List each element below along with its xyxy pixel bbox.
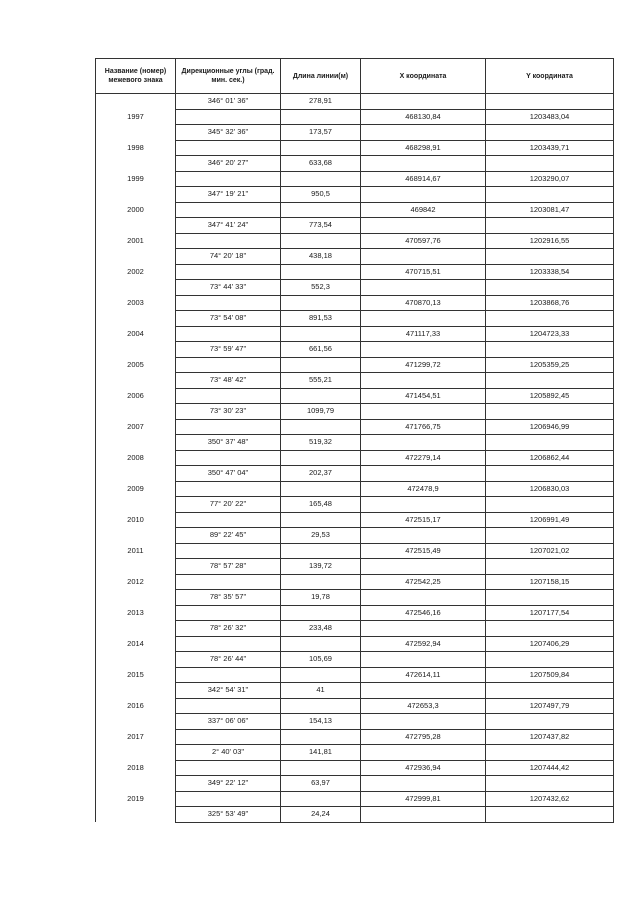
- direction-angle-cell: 78° 57' 28": [176, 559, 281, 575]
- line-length-cell: [281, 512, 361, 528]
- direction-angle-cell: 2° 40' 03": [176, 745, 281, 761]
- segment-row: [96, 621, 614, 637]
- y-coordinate-cell: 1207444,42: [486, 760, 614, 776]
- x-coordinate-cell: 471117,33: [361, 326, 486, 342]
- point-name-cell: [96, 404, 176, 420]
- y-coordinate-cell: 1206862,44: [486, 450, 614, 466]
- direction-angle-cell: 349° 22' 12": [176, 776, 281, 792]
- point-name-cell: 2003: [96, 295, 176, 311]
- y-coordinate-cell: 1203439,71: [486, 140, 614, 156]
- x-coordinate-cell: 472478,9: [361, 481, 486, 497]
- x-coordinate-cell: 471299,72: [361, 357, 486, 373]
- point-name-cell: [96, 652, 176, 668]
- line-length-cell: [281, 450, 361, 466]
- y-coordinate-cell: 1207497,79: [486, 698, 614, 714]
- direction-angle-cell: 73° 59' 47": [176, 342, 281, 358]
- x-coordinate-cell: 468914,67: [361, 171, 486, 187]
- line-length-cell: 278,91: [281, 94, 361, 110]
- line-length-cell: 141,81: [281, 745, 361, 761]
- line-length-cell: [281, 326, 361, 342]
- x-coordinate-cell: 472653,3: [361, 698, 486, 714]
- header-row: [96, 59, 614, 94]
- line-length-cell: 105,69: [281, 652, 361, 668]
- direction-angle-cell: [176, 543, 281, 559]
- x-coordinate-cell: 472795,28: [361, 729, 486, 745]
- x-coordinate-cell: [361, 683, 486, 699]
- point-row: [96, 419, 614, 435]
- direction-angle-cell: [176, 636, 281, 652]
- direction-angle-cell: [176, 388, 281, 404]
- x-coordinate-cell: [361, 807, 486, 823]
- line-length-cell: [281, 233, 361, 249]
- point-name-cell: [96, 466, 176, 482]
- point-name-cell: [96, 280, 176, 296]
- y-coordinate-cell: [486, 435, 614, 451]
- y-coordinate-cell: 1206946,99: [486, 419, 614, 435]
- line-length-cell: [281, 791, 361, 807]
- x-coordinate-cell: 468130,84: [361, 109, 486, 125]
- line-length-cell: 165,48: [281, 497, 361, 513]
- point-row: [96, 109, 614, 125]
- direction-angle-cell: 89° 22' 45": [176, 528, 281, 544]
- line-length-cell: 773,54: [281, 218, 361, 234]
- line-length-cell: [281, 481, 361, 497]
- point-name-cell: 2007: [96, 419, 176, 435]
- y-coordinate-cell: 1204723,33: [486, 326, 614, 342]
- y-coordinate-cell: [486, 187, 614, 203]
- direction-angle-cell: 350° 37' 48": [176, 435, 281, 451]
- line-length-cell: [281, 729, 361, 745]
- x-coordinate-cell: [361, 218, 486, 234]
- direction-angle-cell: 78° 35' 57": [176, 590, 281, 606]
- y-coordinate-cell: 1207158,15: [486, 574, 614, 590]
- point-name-cell: [96, 125, 176, 141]
- point-name-cell: 1999: [96, 171, 176, 187]
- direction-angle-cell: [176, 698, 281, 714]
- point-name-cell: [96, 683, 176, 699]
- line-length-cell: [281, 636, 361, 652]
- line-length-cell: 438,18: [281, 249, 361, 265]
- segment-row: [96, 218, 614, 234]
- point-row: [96, 543, 614, 559]
- x-coordinate-cell: 472999,81: [361, 791, 486, 807]
- y-coordinate-cell: 1203338,54: [486, 264, 614, 280]
- point-row: [96, 264, 614, 280]
- y-coordinate-cell: 1203868,76: [486, 295, 614, 311]
- x-coordinate-cell: 472546,16: [361, 605, 486, 621]
- line-length-cell: 891,53: [281, 311, 361, 327]
- y-coordinate-cell: [486, 621, 614, 637]
- point-name-cell: [96, 373, 176, 389]
- direction-angle-cell: [176, 109, 281, 125]
- x-coordinate-cell: [361, 435, 486, 451]
- line-length-cell: [281, 264, 361, 280]
- point-name-cell: 2009: [96, 481, 176, 497]
- direction-angle-cell: 325° 53' 49": [176, 807, 281, 823]
- y-coordinate-cell: [486, 249, 614, 265]
- point-row: [96, 667, 614, 683]
- segment-row: [96, 373, 614, 389]
- x-coordinate-cell: [361, 652, 486, 668]
- direction-angle-cell: [176, 481, 281, 497]
- line-length-cell: 154,13: [281, 714, 361, 730]
- line-length-cell: 29,53: [281, 528, 361, 544]
- y-coordinate-cell: 1203081,47: [486, 202, 614, 218]
- x-coordinate-cell: [361, 528, 486, 544]
- x-coordinate-cell: 472279,14: [361, 450, 486, 466]
- point-row: [96, 295, 614, 311]
- direction-angle-cell: 350° 47' 04": [176, 466, 281, 482]
- x-coordinate-cell: [361, 373, 486, 389]
- line-length-cell: [281, 667, 361, 683]
- x-coordinate-cell: [361, 249, 486, 265]
- y-coordinate-cell: 1206830,03: [486, 481, 614, 497]
- y-coordinate-cell: 1203290,07: [486, 171, 614, 187]
- segment-row: [96, 125, 614, 141]
- line-length-cell: [281, 543, 361, 559]
- segment-row: [96, 807, 614, 823]
- point-name-cell: 1998: [96, 140, 176, 156]
- direction-angle-cell: [176, 450, 281, 466]
- y-coordinate-cell: [486, 714, 614, 730]
- direction-angle-cell: [176, 729, 281, 745]
- x-coordinate-cell: [361, 466, 486, 482]
- point-name-cell: 2019: [96, 791, 176, 807]
- point-row: [96, 729, 614, 745]
- line-length-cell: 519,32: [281, 435, 361, 451]
- line-length-cell: 1099,79: [281, 404, 361, 420]
- x-coordinate-cell: [361, 590, 486, 606]
- point-name-cell: 2000: [96, 202, 176, 218]
- direction-angle-cell: [176, 202, 281, 218]
- point-name-cell: [96, 249, 176, 265]
- point-name-cell: [96, 528, 176, 544]
- direction-angle-cell: 73° 30' 23": [176, 404, 281, 420]
- y-coordinate-cell: [486, 342, 614, 358]
- x-coordinate-cell: 471454,51: [361, 388, 486, 404]
- point-name-cell: [96, 156, 176, 172]
- point-row: [96, 791, 614, 807]
- point-row: [96, 760, 614, 776]
- direction-angle-cell: [176, 233, 281, 249]
- direction-angle-cell: 346° 20' 27": [176, 156, 281, 172]
- x-coordinate-cell: [361, 714, 486, 730]
- point-row: [96, 605, 614, 621]
- point-row: [96, 202, 614, 218]
- point-row: [96, 574, 614, 590]
- point-name-cell: 2004: [96, 326, 176, 342]
- y-coordinate-cell: [486, 497, 614, 513]
- x-coordinate-cell: [361, 156, 486, 172]
- point-name-cell: 2011: [96, 543, 176, 559]
- direction-angle-cell: [176, 574, 281, 590]
- point-row: [96, 636, 614, 652]
- line-length-cell: [281, 295, 361, 311]
- y-coordinate-cell: [486, 125, 614, 141]
- segment-row: [96, 745, 614, 761]
- point-name-cell: [96, 745, 176, 761]
- direction-angle-cell: 74° 20' 18": [176, 249, 281, 265]
- line-length-cell: [281, 574, 361, 590]
- direction-angle-cell: [176, 512, 281, 528]
- y-coordinate-cell: 1205359,25: [486, 357, 614, 373]
- point-row: [96, 388, 614, 404]
- point-name-cell: 2001: [96, 233, 176, 249]
- x-coordinate-cell: 470715,51: [361, 264, 486, 280]
- x-coordinate-cell: 470870,13: [361, 295, 486, 311]
- segment-row: [96, 466, 614, 482]
- segment-row: [96, 249, 614, 265]
- point-name-cell: 2006: [96, 388, 176, 404]
- direction-angle-cell: 78° 26' 32": [176, 621, 281, 637]
- y-coordinate-cell: [486, 528, 614, 544]
- direction-angle-cell: [176, 326, 281, 342]
- y-coordinate-cell: 1207406,29: [486, 636, 614, 652]
- point-name-cell: 1997: [96, 109, 176, 125]
- line-length-cell: 139,72: [281, 559, 361, 575]
- y-coordinate-cell: 1205892,45: [486, 388, 614, 404]
- y-coordinate-cell: [486, 311, 614, 327]
- line-length-cell: [281, 171, 361, 187]
- coordinates-sheet: [95, 58, 613, 838]
- point-name-cell: 2005: [96, 357, 176, 373]
- segment-row: [96, 528, 614, 544]
- line-length-cell: [281, 140, 361, 156]
- x-coordinate-cell: [361, 187, 486, 203]
- direction-angle-cell: [176, 760, 281, 776]
- point-row: [96, 171, 614, 187]
- point-row: [96, 698, 614, 714]
- line-length-cell: [281, 698, 361, 714]
- point-name-cell: 2010: [96, 512, 176, 528]
- y-coordinate-cell: 1207021,02: [486, 543, 614, 559]
- point-name-cell: [96, 435, 176, 451]
- y-coordinate-cell: 1207177,54: [486, 605, 614, 621]
- header-direction-angle: Дирекционные углы (град. мин. сек.): [176, 59, 281, 94]
- line-length-cell: 24,24: [281, 807, 361, 823]
- x-coordinate-cell: 469842: [361, 202, 486, 218]
- direction-angle-cell: 342° 54' 31": [176, 683, 281, 699]
- line-length-cell: 41: [281, 683, 361, 699]
- direction-angle-cell: 345° 32' 36": [176, 125, 281, 141]
- segment-row: [96, 776, 614, 792]
- x-coordinate-cell: [361, 404, 486, 420]
- table-body: [96, 94, 614, 823]
- y-coordinate-cell: [486, 280, 614, 296]
- x-coordinate-cell: [361, 559, 486, 575]
- point-row: [96, 140, 614, 156]
- y-coordinate-cell: [486, 590, 614, 606]
- x-coordinate-cell: 468298,91: [361, 140, 486, 156]
- line-length-cell: 555,21: [281, 373, 361, 389]
- point-name-cell: [96, 714, 176, 730]
- segment-row: [96, 435, 614, 451]
- header-y-coordinate: Y координата: [486, 59, 614, 94]
- point-name-cell: [96, 187, 176, 203]
- direction-angle-cell: 347° 41' 24": [176, 218, 281, 234]
- y-coordinate-cell: [486, 94, 614, 110]
- point-name-cell: 2014: [96, 636, 176, 652]
- point-name-cell: 2008: [96, 450, 176, 466]
- segment-row: [96, 559, 614, 575]
- y-coordinate-cell: [486, 745, 614, 761]
- y-coordinate-cell: [486, 373, 614, 389]
- header-line-length: Длина линии(м): [281, 59, 361, 94]
- x-coordinate-cell: 472614,11: [361, 667, 486, 683]
- y-coordinate-cell: [486, 559, 614, 575]
- direction-angle-cell: [176, 140, 281, 156]
- y-coordinate-cell: [486, 807, 614, 823]
- point-name-cell: [96, 559, 176, 575]
- y-coordinate-cell: [486, 652, 614, 668]
- point-row: [96, 512, 614, 528]
- line-length-cell: 950,5: [281, 187, 361, 203]
- point-name-cell: [96, 621, 176, 637]
- segment-row: [96, 94, 614, 110]
- x-coordinate-cell: 472515,49: [361, 543, 486, 559]
- direction-angle-cell: 337° 06' 06": [176, 714, 281, 730]
- y-coordinate-cell: [486, 683, 614, 699]
- point-name-cell: [96, 311, 176, 327]
- line-length-cell: [281, 605, 361, 621]
- point-row: [96, 357, 614, 373]
- y-coordinate-cell: 1207509,84: [486, 667, 614, 683]
- y-coordinate-cell: [486, 404, 614, 420]
- direction-angle-cell: 346° 01' 36": [176, 94, 281, 110]
- line-length-cell: 19,78: [281, 590, 361, 606]
- direction-angle-cell: [176, 264, 281, 280]
- segment-row: [96, 342, 614, 358]
- point-name-cell: [96, 776, 176, 792]
- x-coordinate-cell: 472936,94: [361, 760, 486, 776]
- segment-row: [96, 311, 614, 327]
- direction-angle-cell: [176, 667, 281, 683]
- header-x-coordinate: X координата: [361, 59, 486, 94]
- direction-angle-cell: 73° 48' 42": [176, 373, 281, 389]
- direction-angle-cell: 73° 44' 33": [176, 280, 281, 296]
- segment-row: [96, 404, 614, 420]
- point-row: [96, 481, 614, 497]
- point-name-cell: [96, 590, 176, 606]
- line-length-cell: 63,97: [281, 776, 361, 792]
- direction-angle-cell: 73° 54' 08": [176, 311, 281, 327]
- point-name-cell: 2002: [96, 264, 176, 280]
- line-length-cell: 661,56: [281, 342, 361, 358]
- point-name-cell: [96, 807, 176, 823]
- point-name-cell: 2013: [96, 605, 176, 621]
- line-length-cell: 173,57: [281, 125, 361, 141]
- direction-angle-cell: 77° 20' 22": [176, 497, 281, 513]
- header-point-name: Название (номер) межевого знака: [96, 59, 176, 94]
- line-length-cell: [281, 202, 361, 218]
- line-length-cell: 633,68: [281, 156, 361, 172]
- point-name-cell: [96, 94, 176, 110]
- line-length-cell: [281, 760, 361, 776]
- y-coordinate-cell: [486, 218, 614, 234]
- direction-angle-cell: [176, 605, 281, 621]
- line-length-cell: [281, 109, 361, 125]
- y-coordinate-cell: [486, 466, 614, 482]
- point-name-cell: [96, 218, 176, 234]
- x-coordinate-cell: [361, 776, 486, 792]
- segment-row: [96, 156, 614, 172]
- y-coordinate-cell: 1207437,82: [486, 729, 614, 745]
- x-coordinate-cell: 470597,76: [361, 233, 486, 249]
- point-name-cell: 2015: [96, 667, 176, 683]
- line-length-cell: 233,48: [281, 621, 361, 637]
- line-length-cell: 202,37: [281, 466, 361, 482]
- segment-row: [96, 187, 614, 203]
- line-length-cell: [281, 419, 361, 435]
- x-coordinate-cell: 472542,25: [361, 574, 486, 590]
- boundary-coordinates-table: [95, 58, 614, 823]
- segment-row: [96, 714, 614, 730]
- point-name-cell: [96, 342, 176, 358]
- y-coordinate-cell: 1202916,55: [486, 233, 614, 249]
- x-coordinate-cell: [361, 497, 486, 513]
- y-coordinate-cell: 1203483,04: [486, 109, 614, 125]
- line-length-cell: [281, 388, 361, 404]
- x-coordinate-cell: 472515,17: [361, 512, 486, 528]
- y-coordinate-cell: [486, 776, 614, 792]
- x-coordinate-cell: 472592,94: [361, 636, 486, 652]
- line-length-cell: 552,3: [281, 280, 361, 296]
- direction-angle-cell: [176, 791, 281, 807]
- direction-angle-cell: 347° 19' 21": [176, 187, 281, 203]
- point-name-cell: 2018: [96, 760, 176, 776]
- y-coordinate-cell: 1206991,49: [486, 512, 614, 528]
- point-name-cell: [96, 497, 176, 513]
- x-coordinate-cell: 471766,75: [361, 419, 486, 435]
- x-coordinate-cell: [361, 94, 486, 110]
- point-row: [96, 326, 614, 342]
- x-coordinate-cell: [361, 745, 486, 761]
- point-row: [96, 450, 614, 466]
- segment-row: [96, 590, 614, 606]
- point-name-cell: 2012: [96, 574, 176, 590]
- segment-row: [96, 280, 614, 296]
- point-name-cell: 2017: [96, 729, 176, 745]
- direction-angle-cell: [176, 419, 281, 435]
- point-row: [96, 233, 614, 249]
- segment-row: [96, 683, 614, 699]
- direction-angle-cell: [176, 171, 281, 187]
- x-coordinate-cell: [361, 125, 486, 141]
- line-length-cell: [281, 357, 361, 373]
- x-coordinate-cell: [361, 342, 486, 358]
- direction-angle-cell: [176, 295, 281, 311]
- x-coordinate-cell: [361, 621, 486, 637]
- y-coordinate-cell: [486, 156, 614, 172]
- segment-row: [96, 497, 614, 513]
- direction-angle-cell: [176, 357, 281, 373]
- direction-angle-cell: 78° 26' 44": [176, 652, 281, 668]
- x-coordinate-cell: [361, 280, 486, 296]
- y-coordinate-cell: 1207432,62: [486, 791, 614, 807]
- segment-row: [96, 652, 614, 668]
- point-name-cell: 2016: [96, 698, 176, 714]
- x-coordinate-cell: [361, 311, 486, 327]
